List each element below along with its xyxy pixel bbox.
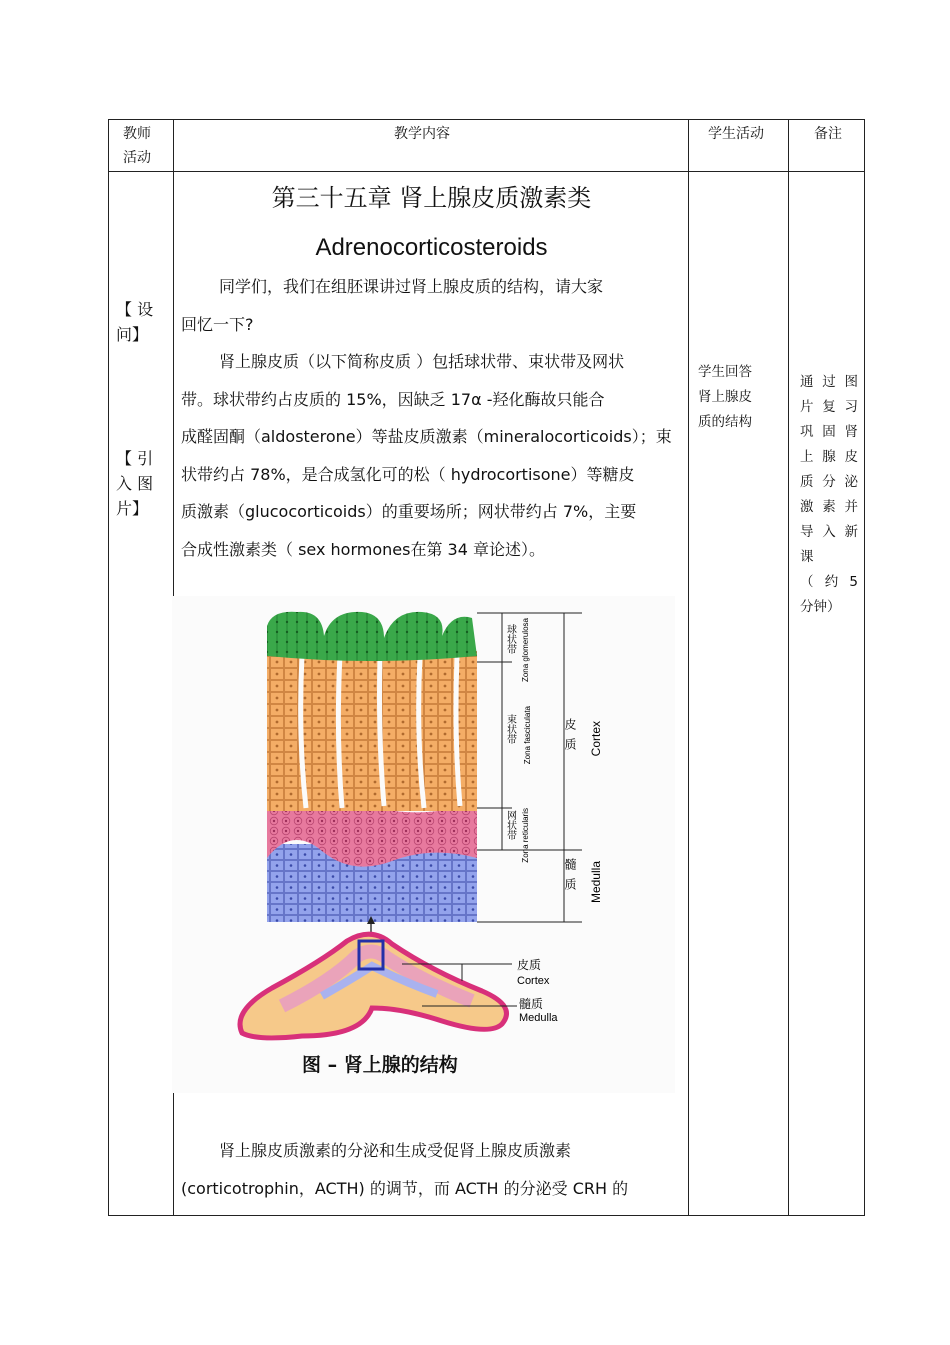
adrenal-structure-figure (172, 596, 675, 1093)
paragraph-line: 状带约占 78%，是合成氢化可的松（ hydrocortisone）等糖皮 (181, 464, 635, 484)
paragraph-line: 肾上腺皮质（以下简称皮质 ）包括球状带、束状带及网状 (219, 352, 625, 371)
teacher-label-question (116, 297, 153, 347)
medulla-cn-label: 髓质 (563, 858, 577, 898)
chapter-title: 第三十五章 肾上腺皮质激素类 (271, 184, 592, 212)
student-line: 学生回答 (698, 364, 752, 380)
header-teaching-content: 教学内容 (394, 126, 450, 142)
remarks-line: （ 约 5 (800, 574, 858, 590)
intro-paragraph (181, 268, 681, 343)
chapter-subtitle: Adrenocorticosteroids (315, 234, 548, 261)
remarks-line: 导 入 新 (800, 524, 858, 540)
zones-paragraph (181, 343, 681, 568)
paragraph-line: 回忆一下? (181, 314, 254, 334)
student-activity-text (698, 360, 752, 435)
teacher-label-line: 片】 (116, 499, 149, 518)
zone-fasciculata-cn: 束状带 (504, 714, 516, 744)
remarks-line: 分钟） (800, 599, 841, 615)
zone-glomerulosa-en: Zona glomerulosa (521, 618, 530, 683)
adrenal-illustration (172, 596, 675, 1093)
col-divider (688, 120, 689, 1215)
paragraph-line: (corticotrophin，ACTH) 的调节，而 ACTH 的分泌受 CRH 的 (181, 1178, 629, 1198)
remarks-text (800, 370, 858, 620)
teacher-label-line: 入 图 (116, 474, 154, 493)
teacher-label-line: 【 引 (116, 449, 154, 468)
callout-medulla-cn: 髓质 (519, 997, 544, 1011)
teacher-label-line: 问】 (116, 325, 149, 344)
callout-cortex-cn: 皮质 (517, 958, 542, 972)
cortex-en-label: Cortex (589, 721, 603, 757)
header-teacher-line: 教师 (123, 126, 151, 142)
header-teacher-line: 活动 (123, 150, 151, 166)
paragraph-line: 肾上腺皮质激素的分泌和生成受促肾上腺皮质激素 (219, 1141, 572, 1160)
header-divider (109, 171, 864, 172)
paragraph-line: 带。球状带约占皮质的 15%，因缺乏 17α -羟化酶故只能合 (181, 389, 605, 409)
col-divider (788, 120, 789, 1215)
header-teacher-activity (123, 122, 151, 170)
paragraph-line: 成醛固酮（aldosterone）等盐皮质激素（mineralocorticoids）；束 (181, 427, 672, 446)
medulla-en-label: Medulla (589, 861, 603, 904)
teacher-label-image (116, 446, 153, 521)
student-line: 肾上腺皮 (698, 389, 752, 405)
zone-glomerulosa-cn: 球状带 (504, 624, 516, 654)
cortex-cn-label: 皮质 (563, 718, 577, 758)
callout-cortex-en: Cortex (517, 975, 550, 987)
glomerulosa-layer (267, 612, 477, 661)
student-line: 质的结构 (698, 414, 752, 430)
figure-caption: 图 – 肾上腺的结构 (302, 1054, 458, 1076)
remarks-line: 课 (800, 549, 814, 565)
remarks-line: 巩 固 肾 (800, 424, 858, 440)
adrenal-gland-section (240, 934, 507, 1038)
acth-paragraph (181, 1132, 681, 1207)
header-student-activity: 学生活动 (708, 126, 764, 142)
remarks-line: 激 素 并 (800, 499, 858, 515)
paragraph-line: 同学们，我们在组胚课讲过肾上腺皮质的结构，请大家 (219, 277, 604, 296)
remarks-line: 上 腺 皮 (800, 449, 858, 465)
paragraph-line: 质激素（glucocorticoids）的重要场所；网状带约占 7%，主要 (181, 502, 637, 521)
zone-fasciculata-en: Zona fasciculata (523, 706, 532, 765)
zone-reticularis-en: Zona reticularis (521, 808, 530, 863)
remarks-line: 片 复 习 (800, 399, 858, 415)
remarks-line: 通 过 图 (800, 374, 858, 390)
header-remarks: 备注 (814, 126, 842, 142)
callout-medulla-en: Medulla (519, 1012, 558, 1024)
remarks-line: 质 分 泌 (800, 474, 858, 490)
teacher-label-line: 【 设 (116, 300, 154, 319)
zone-reticularis-cn: 网状带 (504, 810, 516, 840)
paragraph-line: 合成性激素类（ sex hormones在第 34 章论述）。 (181, 539, 545, 559)
